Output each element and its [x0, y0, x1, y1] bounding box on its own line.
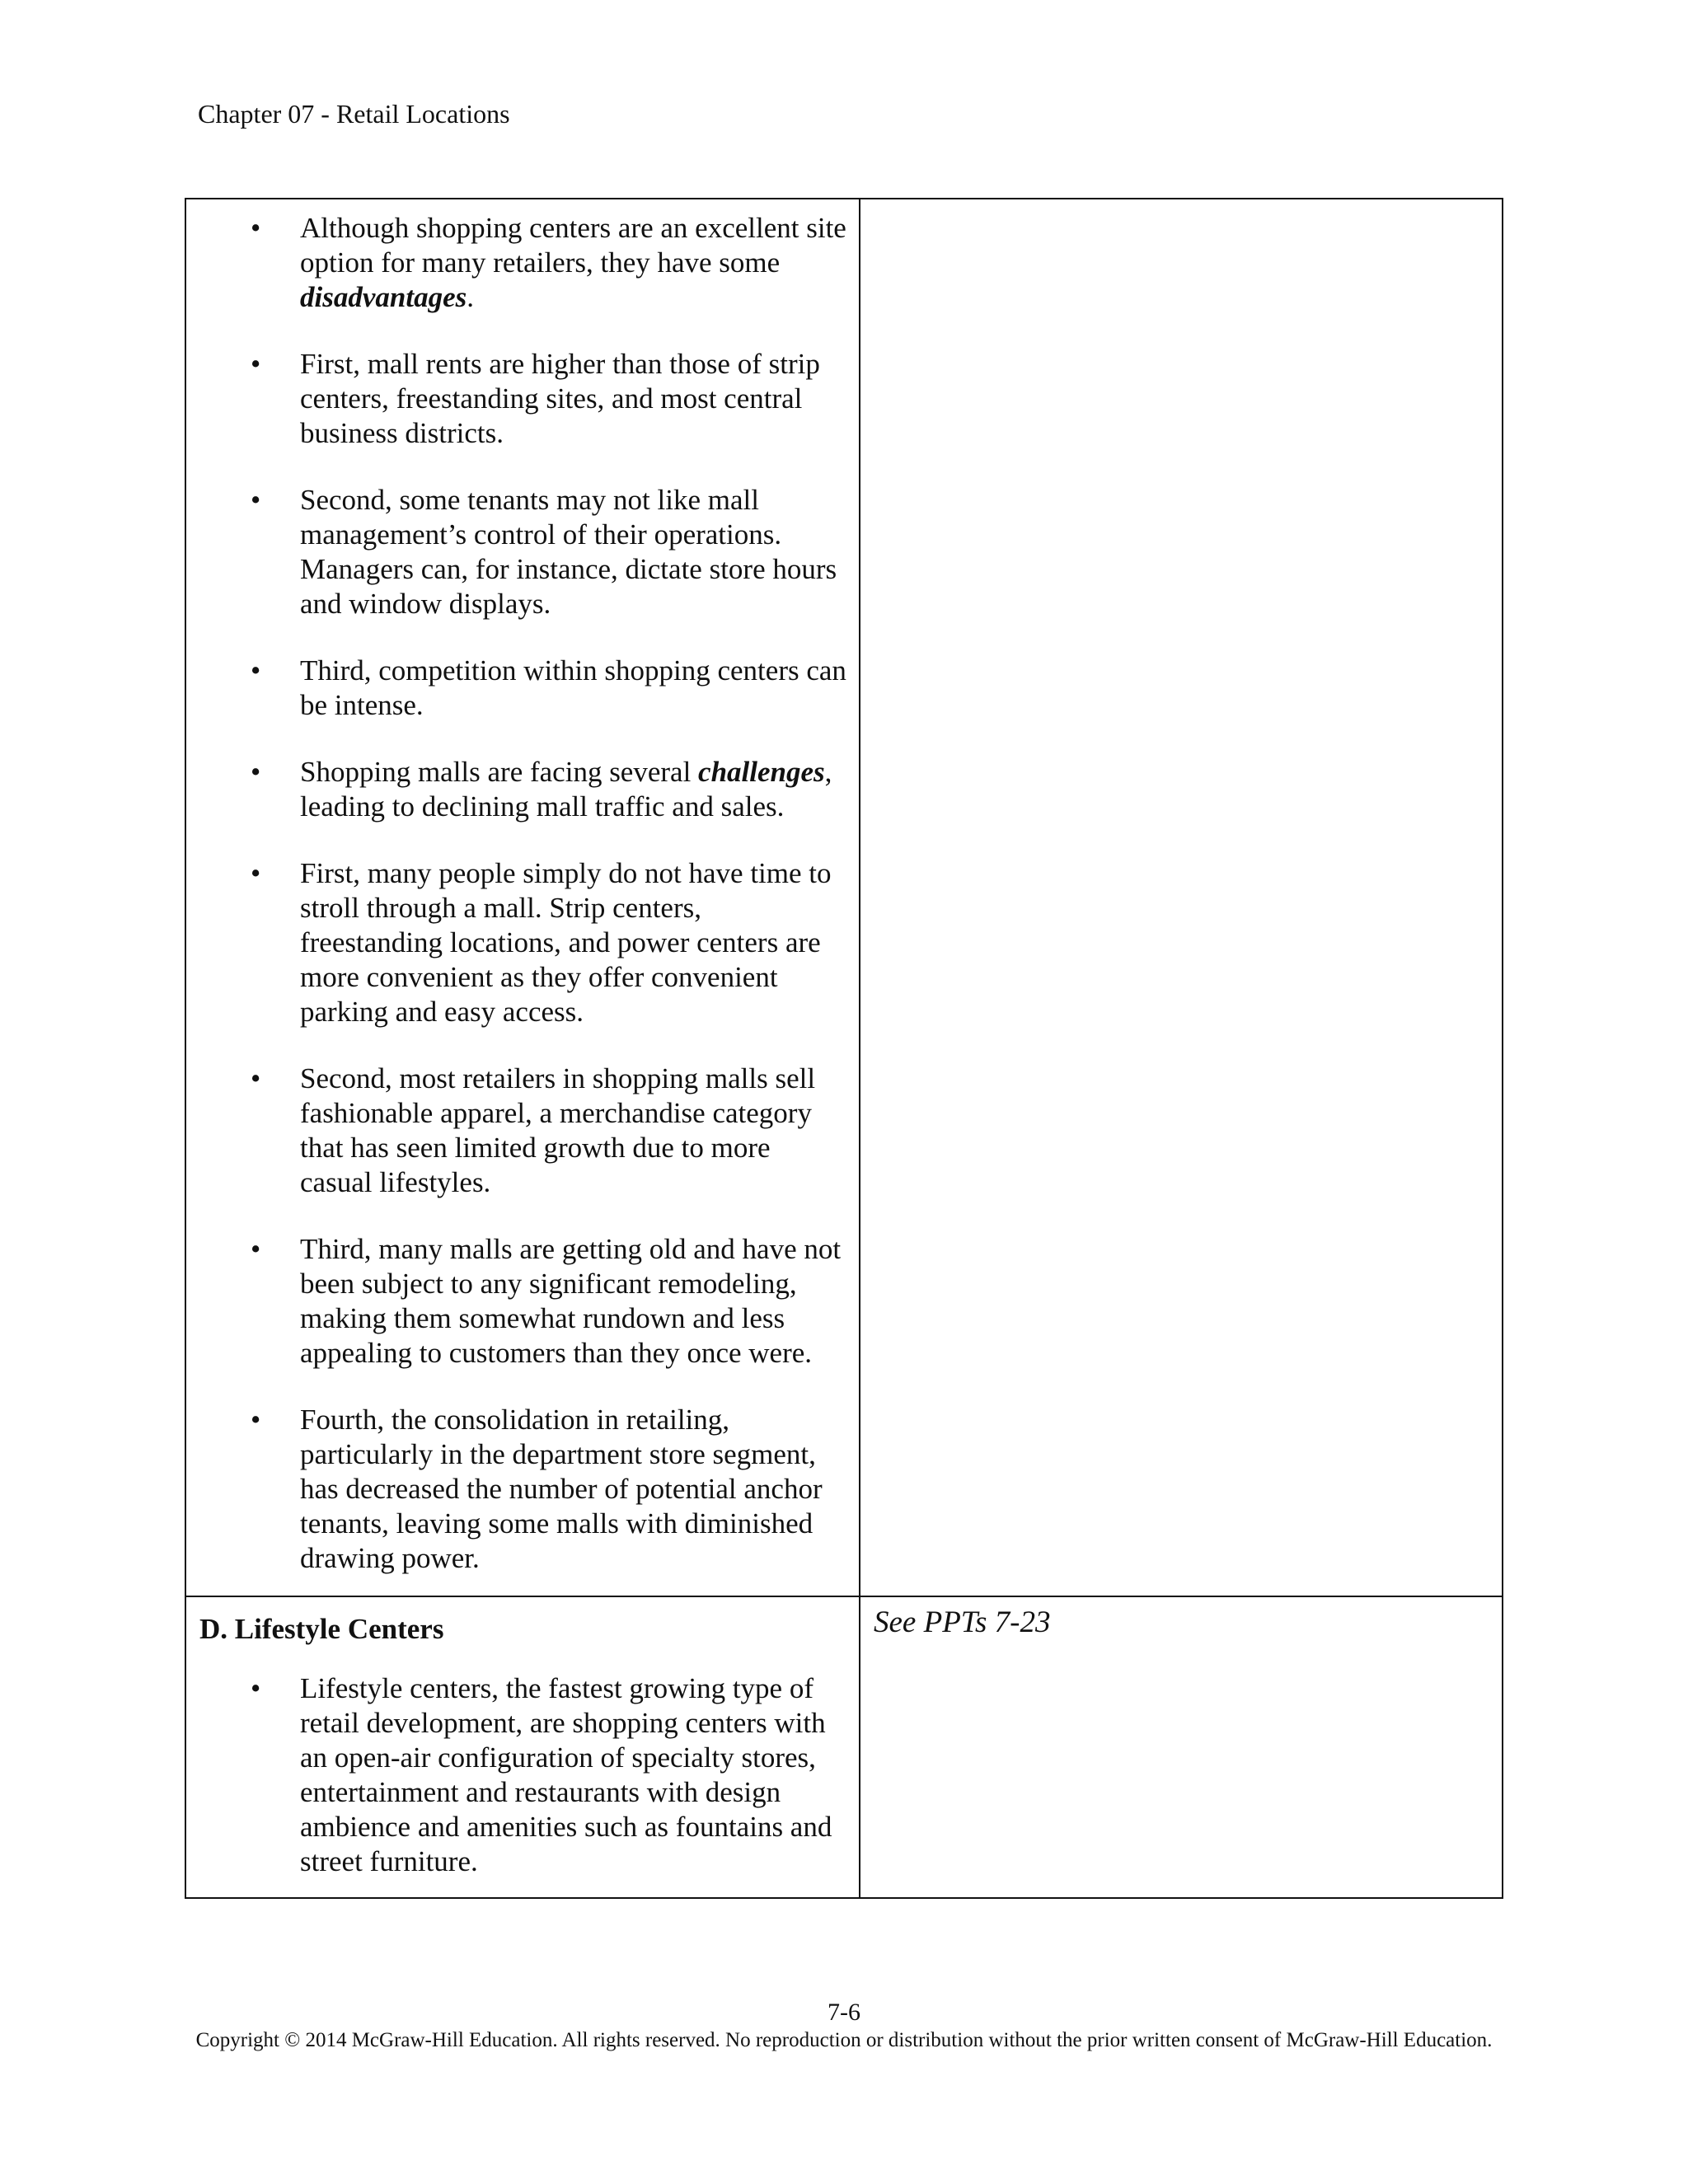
- bullet-icon: •: [251, 1404, 261, 1436]
- bullet-icon: •: [251, 212, 261, 244]
- bullet-list: [186, 199, 859, 1596]
- right-column-cell: [860, 1596, 1503, 1898]
- bullet-icon: •: [251, 484, 261, 516]
- bullet-icon: •: [251, 1062, 261, 1094]
- list-item: • First, mall rents are higher than those of strip centers, freestanding sites, and most central business districts.: [251, 348, 820, 449]
- bullet-icon: •: [251, 756, 261, 788]
- list-item: • Although shopping centers are an excellent site option for many retailers, they have some disadvantages.: [251, 212, 846, 313]
- content-table: [185, 198, 1503, 1899]
- list-item: • Second, some tenants may not like mall management’s control of their operations. Managers can, for instance, dictate store hours and window displays.: [251, 484, 837, 620]
- table-row: [185, 199, 1503, 1596]
- bullet-icon: •: [251, 1233, 261, 1265]
- bullet-list: [186, 1647, 859, 1897]
- list-item: • Lifestyle centers, the fastest growing type of retail development, are shopping centers with an open-air configuration of specialty stores, entertainment and restaurants with design ambience and amenities such as fountains and street furniture.: [251, 1672, 832, 1877]
- bullet-icon: •: [251, 1672, 261, 1704]
- bullet-icon: •: [251, 654, 261, 687]
- left-column-cell: [185, 1596, 860, 1898]
- list-item: • Second, most retailers in shopping malls sell fashionable apparel, a merchandise category that has seen limited growth due to more casual lifestyles.: [251, 1062, 816, 1198]
- emphasis-text: challenges: [698, 756, 825, 788]
- section-heading: D. Lifestyle Centers: [199, 1613, 444, 1645]
- chapter-header: Chapter 07 - Retail Locations: [198, 99, 510, 129]
- ppt-reference: See PPTs 7-23: [874, 1605, 1051, 1639]
- list-item: • Shopping malls are facing several challenges, leading to declining mall traffic and sales.: [251, 756, 832, 823]
- list-item: • Third, many malls are getting old and have not been subject to any significant remodeling, making them somewhat rundown and less appealing to customers than they once were.: [251, 1233, 842, 1369]
- bullet-icon: •: [251, 348, 261, 380]
- list-item: • Third, competition within shopping centers can be intense.: [251, 654, 846, 721]
- ppt-reference: [860, 199, 1502, 208]
- right-column-cell: [860, 199, 1503, 1596]
- page-number: 7-6: [828, 1999, 860, 2026]
- list-item: • Fourth, the consolidation in retailing, particularly in the department store segment, has decreased the number of potential anchor tenants, leaving some malls with diminished drawing power.: [251, 1404, 823, 1574]
- copyright-notice: Copyright © 2014 McGraw-Hill Education. All rights reserved. No reproduction or distribution without the prior written consent of McGraw-Hill Education.: [195, 2029, 1493, 2051]
- list-item: • First, many people simply do not have time to stroll through a mall. Strip centers, freestanding locations, and power centers are more convenient as they offer convenient parking and easy access.: [251, 857, 832, 1028]
- left-column-cell: [185, 199, 860, 1596]
- bullet-icon: •: [251, 857, 261, 889]
- table-row: [185, 1596, 1503, 1898]
- emphasis-text: disadvantages: [300, 281, 467, 313]
